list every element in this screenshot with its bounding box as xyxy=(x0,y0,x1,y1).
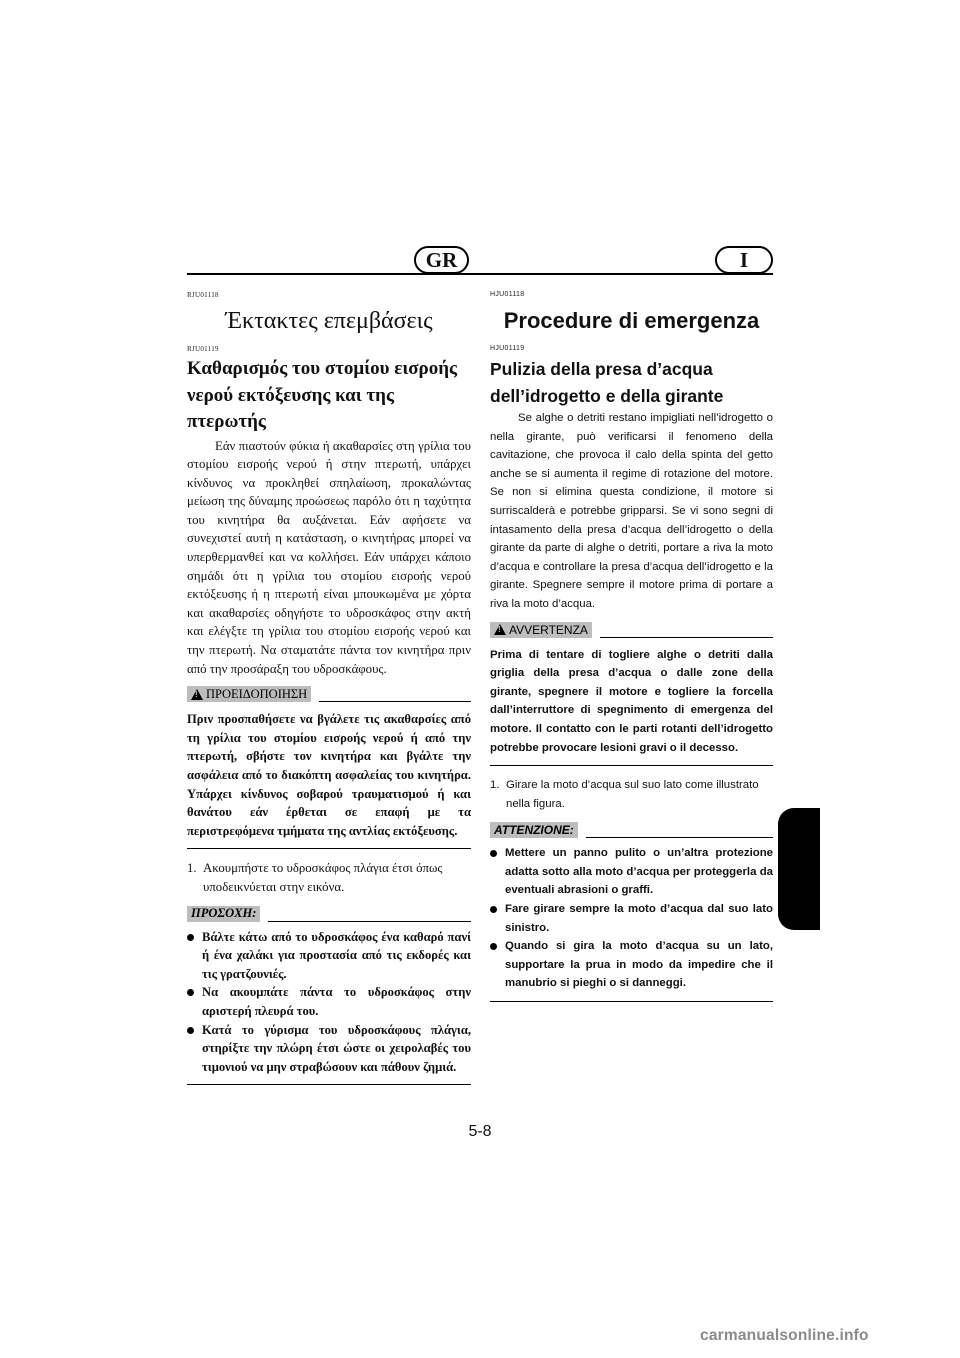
warning-end-rule xyxy=(490,765,773,766)
step-number: 1. xyxy=(187,861,197,876)
caution-end-rule xyxy=(490,1001,773,1002)
warning-label xyxy=(490,622,592,638)
caution-list xyxy=(187,928,471,1077)
list-item xyxy=(490,937,773,993)
caution-rule xyxy=(586,837,773,838)
step-text: Ακουμπήστε το υδροσκάφος πλάγια έτσι όπως υποδεικνύεται στην εικόνα. xyxy=(203,861,443,894)
subsection-title: Καθαρισμός του στομίου εισροής νερού εκτόξευσης και της πτερωτής xyxy=(187,358,458,432)
caution-header xyxy=(490,822,773,838)
language-badge-it: I xyxy=(715,246,773,274)
list-item xyxy=(490,844,773,900)
list-item-text: Mettere un panno pulito o un’altra protezione adatta sotto alla moto d’acqua per proteggerla da eventuali abrasioni o graffi. xyxy=(505,847,773,897)
step-item xyxy=(187,859,471,896)
list-item xyxy=(187,928,471,984)
warning-rule xyxy=(600,637,773,638)
bullet-icon xyxy=(187,1027,194,1034)
step-number: 1. xyxy=(490,779,500,792)
bullet-icon xyxy=(187,989,194,996)
warning-icon xyxy=(191,689,203,700)
step-text: Girare la moto d’acqua sul suo lato come illustrato nella figura. xyxy=(506,779,759,810)
warning-icon xyxy=(494,624,506,635)
page-number: 5-8 xyxy=(468,1123,492,1140)
warning-text: Prima di tentare di togliere alghe o detriti dalla griglia della presa d’acqua o dalle zone della girante, spegnere il motore e togliere la forcella dall’interruttore di spegnimento di emergenza del motore. Il contatto con le parti rotanti dell’idrogetto potrebbe provocare lesioni gravi o il decesso. xyxy=(490,648,773,754)
list-item xyxy=(187,1021,471,1077)
subsection-code: RJU01119 xyxy=(187,345,219,353)
warning-label-text: ΠΡΟΕΙΔΟΠΟΙΗΣΗ xyxy=(206,686,308,701)
step-item xyxy=(490,776,773,813)
warning-header xyxy=(490,622,773,638)
bullet-icon xyxy=(187,934,194,941)
warning-text: Πριν προσπαθήσετε να βγάλετε τις ακαθαρσίες από τη γρίλια του στομίου εισροής νερού ή από την πτερωτή, σβήστε τον κινητήρα και βγάλτε την ασφάλεια από το διακόπτη ασφαλείας του κινητήρα. Υπάρχει κίνδυνος σοβαρού τραυματισμού ή και θανάτου εάν έρθεται σε επαφή με τα περιστρεφόμενα τμήματα της αντλίας εκτόξευσης. xyxy=(187,712,471,838)
section-title: Έκτακτες επεμβάσεις xyxy=(225,308,433,334)
warning-end-rule xyxy=(187,848,471,849)
header-rule xyxy=(187,273,773,275)
subsection-title: Pulizia della presa d’acqua dell’idrogetto e della girante xyxy=(490,359,724,406)
bullet-icon xyxy=(490,943,497,950)
body-paragraph: Εάν πιαστούν φύκια ή ακαθαρσίες στη γρίλια του στομίου εισροής νερού ή στην πτερωτή, υπάρχει κίνδυνος να προκληθεί σπηλαίωση, προκαλώντας μείωση της δύναμης προώσεως παρόλο ότι η ταχύτητα του κινητήρα θα αυξάνεται. Εάν αφήσετε να συνεχιστεί αυτή η κατάσταση, ο κινητήρας μπορεί να υπερθερμανθεί και να κολλήσει. Εάν υπάρχει κάποιο σημάδι ότι η γρίλια του στομίου εισροής νερού εκτόξευσης ή η πτερωτή είναι μπουκωμένα με χόρτα και ακαθαρσίες οδηγήστε το υδροσκάφος στην ακτή και ελέγξτε τη γρίλια του στομίου εισροής νερού και την πτερωτή. Να σταματάτε πάντα τον κινητήρα πριν από την προσάραξη του υδροσκάφους. xyxy=(187,438,471,676)
caution-label: ATTENZIONE: xyxy=(490,822,578,838)
warning-header xyxy=(187,686,471,702)
chapter-tab xyxy=(778,808,820,930)
caution-rule xyxy=(268,921,471,922)
list-item xyxy=(490,900,773,937)
caution-header xyxy=(187,906,471,922)
warning-rule xyxy=(319,701,471,702)
caution-label: ΠΡΟΣΟΧΗ: xyxy=(187,906,260,922)
language-badge-gr: GR xyxy=(414,246,469,274)
caution-list xyxy=(490,844,773,993)
watermark: carmanualsonline.info xyxy=(700,1327,869,1344)
section-title: Procedure di emergenza xyxy=(503,308,760,333)
italian-column xyxy=(490,280,773,1002)
subsection-code: HJU01119 xyxy=(490,345,525,352)
list-item-text: Να ακουμπάτε πάντα το υδροσκάφος στην αριστερή πλευρά του. xyxy=(202,985,471,1018)
section-code: HJU01118 xyxy=(490,291,525,298)
list-item xyxy=(187,983,471,1020)
greek-column xyxy=(187,280,471,1085)
body-paragraph: Se alghe o detriti restano impigliati nell’idrogetto o nella girante, può verificarsi il fenomeno della cavitazione, che provoca il calo della spinta del getto anche se si aumenta il regime di rotazione del motore. Se non si elimina questa condizione, il motore si surriscalderà e potrebbe gripparsi. Se vi sono segni di intasamento della presa d’acqua dell’idrogetto o della girante da parte di alghe o detriti, portare a riva la moto d’acqua e controllare la presa d’acqua dell’idrogetto e la girante. Spegnere sempre il motore prima di portare a riva la moto d’acqua. xyxy=(490,412,773,610)
bullet-icon xyxy=(490,850,497,857)
section-code: RJU01118 xyxy=(187,291,219,299)
warning-label xyxy=(187,686,311,702)
caution-end-rule xyxy=(187,1084,471,1085)
list-item-text: Βάλτε κάτω από το υδροσκάφος ένα καθαρό πανί ή ένα χαλάκι για προστασία από τις εκδορές και τις γρατζουνιές. xyxy=(202,929,471,981)
list-item-text: Quando si gira la moto d’acqua su un lato, supportare la prua in modo da impedire che il manubrio si pieghi o si danneggi. xyxy=(505,940,773,990)
warning-label-text: AVVERTENZA xyxy=(509,622,588,637)
bullet-icon xyxy=(490,906,497,913)
list-item-text: Κατά το γύρισμα του υδροσκάφους πλάγια, στηρίξτε την πλώρη έτσι ώστε οι χειρολαβές του τιμονιού να μην στραβώσουν και πάθουν ζημιά. xyxy=(202,1022,471,1074)
list-item-text: Fare girare sempre la moto d’acqua dal suo lato sinistro. xyxy=(505,903,773,934)
